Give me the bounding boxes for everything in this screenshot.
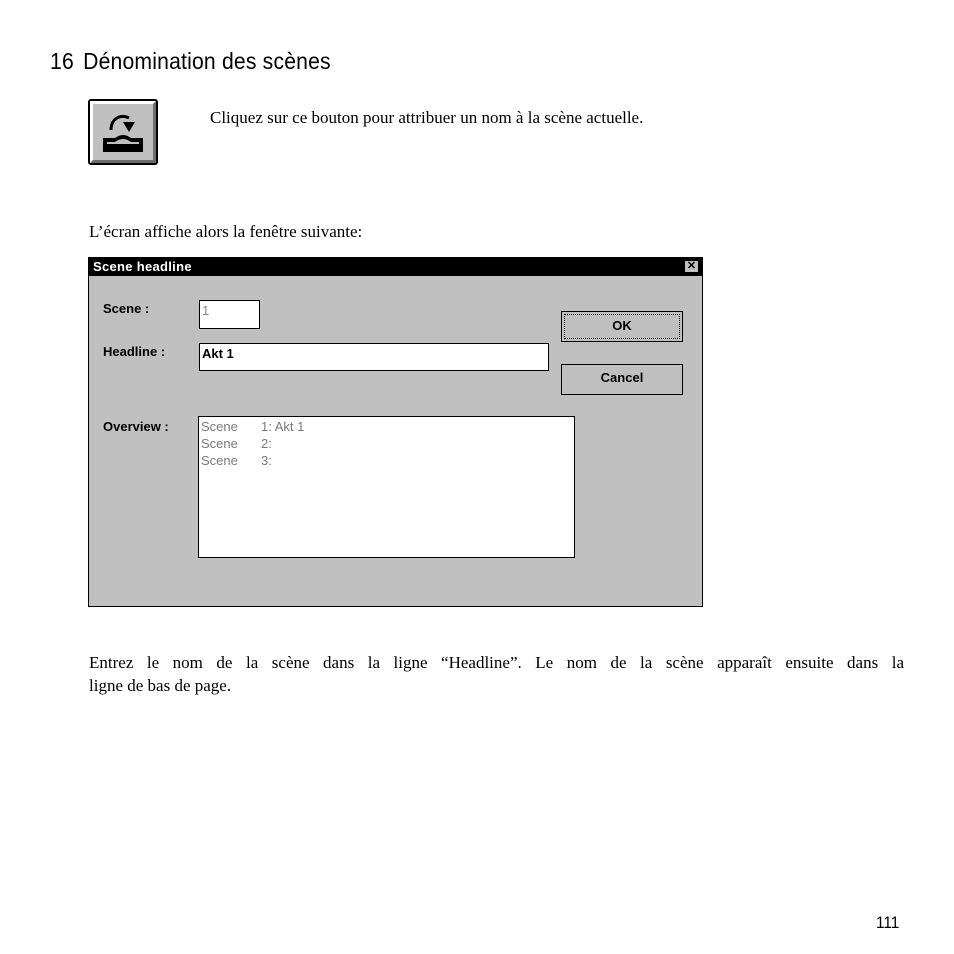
scene-name-button[interactable] xyxy=(88,99,158,165)
button-description: Cliquez sur ce bouton pour attribuer un nom à la scène actuelle. xyxy=(210,108,644,127)
ok-button[interactable] xyxy=(561,311,683,342)
scene-number-field[interactable]: 1 xyxy=(199,300,260,329)
window-intro: L’écran affiche alors la fenêtre suivante: xyxy=(89,222,363,241)
overview-list[interactable] xyxy=(198,416,575,558)
scene-name-icon xyxy=(99,108,147,158)
section-number: 16 xyxy=(50,48,74,74)
instruction-line-2: ligne de bas de page. xyxy=(89,676,232,695)
cancel-button-label: Cancel xyxy=(600,370,644,385)
list-item[interactable]: Scene 2: xyxy=(201,436,272,451)
overview-label: Overview : xyxy=(103,419,169,434)
ok-button-label: OK xyxy=(564,314,680,339)
close-icon[interactable]: ✕ xyxy=(684,260,699,273)
section-title: Dénomination des scènes xyxy=(83,48,331,74)
list-item[interactable]: Scene 3: xyxy=(201,453,272,468)
list-item[interactable]: Scene 1: Akt 1 xyxy=(201,419,305,434)
headline-input[interactable]: Akt 1 xyxy=(199,343,549,371)
scene-label: Scene : xyxy=(103,301,150,316)
dialog-titlebar xyxy=(89,258,702,276)
instruction-line-1: Entrez le nom de la scène dans la ligne “Headline”. Le nom de la scène apparaît ensuite dans la xyxy=(89,653,904,672)
page-number: 111 xyxy=(876,913,900,932)
section-heading xyxy=(50,48,331,75)
dialog-title: Scene headline xyxy=(93,259,192,274)
scene-name-button-face xyxy=(90,101,156,163)
cancel-button[interactable] xyxy=(561,364,683,395)
instruction-paragraph xyxy=(89,651,904,697)
scene-headline-dialog xyxy=(88,257,703,607)
headline-label: Headline : xyxy=(103,344,166,359)
